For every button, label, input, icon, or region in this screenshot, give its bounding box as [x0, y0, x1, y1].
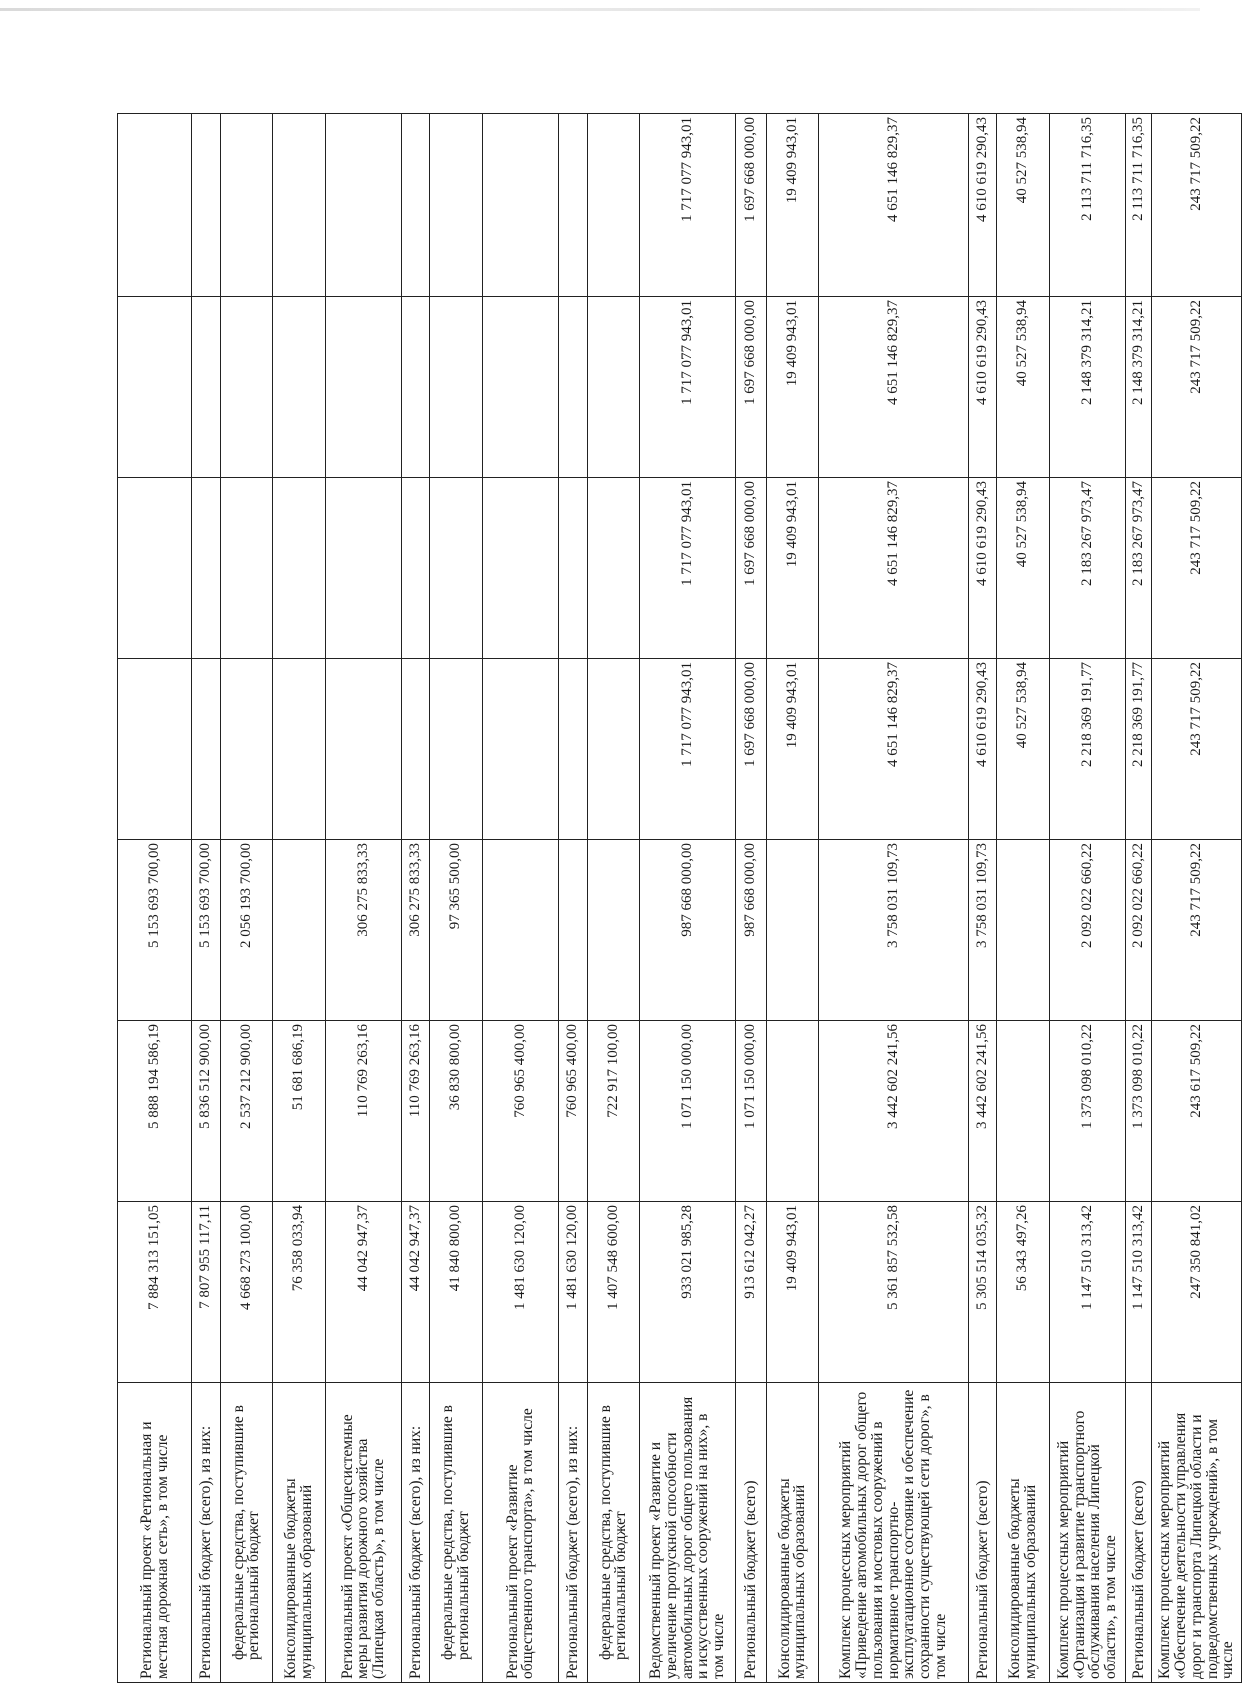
- amount-cell: 19 409 943,01: [766, 297, 818, 478]
- amount-cell: 40 527 538,94: [997, 297, 1049, 478]
- amount-cell: 41 840 800,00: [430, 1202, 482, 1383]
- table-row: [118, 114, 192, 1683]
- amount-cell: 5 836 512 900,00: [192, 1021, 220, 1202]
- table-row: [766, 114, 818, 1683]
- amount-cell: [587, 114, 639, 297]
- amount-cell: [482, 840, 558, 1021]
- amount-cell: 5 153 693 700,00: [192, 840, 220, 1021]
- row-label: Региональный бюджет (всего), из них:: [401, 1383, 429, 1683]
- amount-cell: [587, 659, 639, 840]
- amount-cell: 40 527 538,94: [997, 114, 1049, 297]
- amount-cell: [430, 478, 482, 659]
- table-row: [325, 114, 401, 1683]
- amount-cell: 7 884 313 151,05: [118, 1202, 192, 1383]
- amount-cell: 913 612 042,27: [736, 1202, 767, 1383]
- amount-cell: 2 092 022 660,22: [1049, 840, 1125, 1021]
- amount-cell: 243 717 509,22: [1152, 659, 1242, 840]
- amount-cell: 987 668 000,00: [736, 840, 767, 1021]
- amount-cell: [997, 840, 1049, 1021]
- amount-cell: 1 071 150 000,00: [640, 1021, 736, 1202]
- amount-cell: 2 183 267 973,47: [1049, 478, 1125, 659]
- amount-cell: 2 537 212 900,00: [220, 1021, 272, 1202]
- amount-cell: 1 481 630 120,00: [482, 1202, 558, 1383]
- amount-cell: 4 610 619 290,43: [968, 114, 996, 297]
- amount-cell: 1 147 510 313,42: [1126, 1202, 1152, 1383]
- table-row: [482, 114, 558, 1683]
- row-label: Комплекс процессных мероприятий «Организация и развитие транспортного обслуживания населения Липецкой области», в том числе: [1049, 1383, 1125, 1683]
- amount-cell: 56 343 497,26: [997, 1202, 1049, 1383]
- amount-cell: [482, 478, 558, 659]
- amount-cell: 4 610 619 290,43: [968, 297, 996, 478]
- amount-cell: [401, 114, 429, 297]
- amount-cell: [587, 297, 639, 478]
- amount-cell: [401, 478, 429, 659]
- amount-cell: 4 651 146 829,37: [819, 114, 969, 297]
- amount-cell: 19 409 943,01: [766, 659, 818, 840]
- table-row: [273, 114, 325, 1683]
- amount-cell: [997, 1021, 1049, 1202]
- amount-cell: 2 218 369 191,77: [1126, 659, 1152, 840]
- row-label: Консолидированные бюджеты муниципальных образований: [273, 1383, 325, 1683]
- amount-cell: 51 681 686,19: [273, 1021, 325, 1202]
- amount-cell: 110 769 263,16: [401, 1021, 429, 1202]
- amount-cell: 5 305 514 035,32: [968, 1202, 996, 1383]
- amount-cell: [559, 840, 587, 1021]
- amount-cell: 2 113 711 716,35: [1126, 114, 1152, 297]
- amount-cell: 2 183 267 973,47: [1126, 478, 1152, 659]
- amount-cell: 36 830 800,00: [430, 1021, 482, 1202]
- table-row: [1126, 114, 1152, 1683]
- amount-cell: [273, 659, 325, 840]
- amount-cell: 5 153 693 700,00: [118, 840, 192, 1021]
- row-label: Региональный бюджет (всего): [1126, 1383, 1152, 1683]
- amount-cell: 1 697 668 000,00: [736, 114, 767, 297]
- amount-cell: 4 668 273 100,00: [220, 1202, 272, 1383]
- table-row: [192, 114, 220, 1683]
- amount-cell: 2 148 379 314,21: [1126, 297, 1152, 478]
- amount-cell: 243 717 509,22: [1152, 297, 1242, 478]
- amount-cell: 1 717 077 943,01: [640, 478, 736, 659]
- amount-cell: 110 769 263,16: [325, 1021, 401, 1202]
- table-row: [997, 114, 1049, 1683]
- amount-cell: 760 965 400,00: [559, 1021, 587, 1202]
- amount-cell: 306 275 833,33: [401, 840, 429, 1021]
- amount-cell: [273, 478, 325, 659]
- amount-cell: 1 697 668 000,00: [736, 478, 767, 659]
- table-row: [640, 114, 736, 1683]
- amount-cell: 4 651 146 829,37: [819, 659, 969, 840]
- row-label: Консолидированные бюджеты муниципальных образований: [997, 1383, 1049, 1683]
- amount-cell: 5 361 857 532,58: [819, 1202, 969, 1383]
- row-label: Региональный проект «Развитие общественного транспорта», в том числе: [482, 1383, 558, 1683]
- amount-cell: 76 358 033,94: [273, 1202, 325, 1383]
- amount-cell: 722 917 100,00: [587, 1021, 639, 1202]
- amount-cell: 3 758 031 109,73: [968, 840, 996, 1021]
- amount-cell: [192, 297, 220, 478]
- amount-cell: [482, 114, 558, 297]
- amount-cell: 97 365 500,00: [430, 840, 482, 1021]
- amount-cell: [192, 478, 220, 659]
- amount-cell: [220, 114, 272, 297]
- amount-cell: [273, 840, 325, 1021]
- table-row: [587, 114, 639, 1683]
- table-row: [559, 114, 587, 1683]
- amount-cell: [192, 659, 220, 840]
- amount-cell: 987 668 000,00: [640, 840, 736, 1021]
- table-row: [819, 114, 969, 1683]
- amount-cell: [325, 297, 401, 478]
- amount-cell: [559, 478, 587, 659]
- amount-cell: 19 409 943,01: [766, 114, 818, 297]
- row-label: Региональный бюджет (всего): [968, 1383, 996, 1683]
- amount-cell: 243 717 509,22: [1152, 478, 1242, 659]
- amount-cell: 1 717 077 943,01: [640, 114, 736, 297]
- amount-cell: 1 147 510 313,42: [1049, 1202, 1125, 1383]
- scan-edge: [0, 8, 1200, 11]
- amount-cell: 40 527 538,94: [997, 659, 1049, 840]
- row-label: федеральные средства, поступившие в региональный бюджет: [220, 1383, 272, 1683]
- amount-cell: 760 965 400,00: [482, 1021, 558, 1202]
- table-row: [1049, 114, 1125, 1683]
- amount-cell: 933 021 985,28: [640, 1202, 736, 1383]
- amount-cell: [220, 297, 272, 478]
- amount-cell: 243 717 509,22: [1152, 114, 1242, 297]
- row-label: Региональный бюджет (всего), из них:: [192, 1383, 220, 1683]
- amount-cell: 243 617 509,22: [1152, 1021, 1242, 1202]
- row-label: Ведомственный проект «Развитие и увеличение пропускной способности автомобильных дорог общего пользования и искусственных сооружений на них», в том числе: [640, 1383, 736, 1683]
- amount-cell: 1 481 630 120,00: [559, 1202, 587, 1383]
- amount-cell: 2 218 369 191,77: [1049, 659, 1125, 840]
- row-label: Региональный проект «Общесистемные меры развития дорожного хозяйства (Липецкая область)», в том числе: [325, 1383, 401, 1683]
- row-label: федеральные средства, поступившие в региональный бюджет: [430, 1383, 482, 1683]
- amount-cell: 1 373 098 010,22: [1049, 1021, 1125, 1202]
- amount-cell: [118, 114, 192, 297]
- amount-cell: [430, 297, 482, 478]
- amount-cell: 4 610 619 290,43: [968, 478, 996, 659]
- amount-cell: [401, 297, 429, 478]
- amount-cell: [482, 297, 558, 478]
- amount-cell: 3 758 031 109,73: [819, 840, 969, 1021]
- row-label: Региональный бюджет (всего): [736, 1383, 767, 1683]
- amount-cell: 1 697 668 000,00: [736, 659, 767, 840]
- row-label: Комплекс процессных мероприятий «Приведение автомобильных дорог общего пользования и мостовых сооружений в нормативное транспортно-эксплуатационное состояние и обеспечение сохранности существующей сети дорог», в том числе: [819, 1383, 969, 1683]
- amount-cell: [118, 297, 192, 478]
- table-row: [1152, 114, 1242, 1683]
- amount-cell: [325, 114, 401, 297]
- row-label: Региональный бюджет (всего), из них:: [559, 1383, 587, 1683]
- row-label: Комплекс процессных мероприятий «Обеспечение деятельности управления дорог и транспорта Липецкой области и подведомственных учреждений», в том числе: [1152, 1383, 1242, 1683]
- table-row: [401, 114, 429, 1683]
- amount-cell: 306 275 833,33: [325, 840, 401, 1021]
- amount-cell: [325, 659, 401, 840]
- amount-cell: 1 071 150 000,00: [736, 1021, 767, 1202]
- row-label: Региональный проект «Региональная и местная дорожная сеть», в том числе: [118, 1383, 192, 1683]
- amount-cell: [325, 478, 401, 659]
- amount-cell: [118, 659, 192, 840]
- amount-cell: [766, 1021, 818, 1202]
- amount-cell: [401, 659, 429, 840]
- amount-cell: 44 042 947,37: [401, 1202, 429, 1383]
- table-body: [118, 114, 1242, 1683]
- amount-cell: 247 350 841,02: [1152, 1202, 1242, 1383]
- amount-cell: 2 092 022 660,22: [1126, 840, 1152, 1021]
- amount-cell: [559, 659, 587, 840]
- amount-cell: 4 651 146 829,37: [819, 297, 969, 478]
- row-label: Консолидированные бюджеты муниципальных образований: [766, 1383, 818, 1683]
- amount-cell: 2 113 711 716,35: [1049, 114, 1125, 297]
- row-label: федеральные средства, поступившие в региональный бюджет: [587, 1383, 639, 1683]
- amount-cell: [273, 297, 325, 478]
- amount-cell: 3 442 602 241,56: [819, 1021, 969, 1202]
- amount-cell: 4 651 146 829,37: [819, 478, 969, 659]
- amount-cell: [559, 114, 587, 297]
- table-row: [736, 114, 767, 1683]
- amount-cell: 1 373 098 010,22: [1126, 1021, 1152, 1202]
- amount-cell: 3 442 602 241,56: [968, 1021, 996, 1202]
- amount-cell: [587, 478, 639, 659]
- amount-cell: 243 717 509,22: [1152, 840, 1242, 1021]
- amount-cell: 1 717 077 943,01: [640, 297, 736, 478]
- amount-cell: [220, 659, 272, 840]
- amount-cell: [587, 840, 639, 1021]
- amount-cell: 2 056 193 700,00: [220, 840, 272, 1021]
- rotated-page: [117, 113, 1242, 1683]
- amount-cell: 5 888 194 586,19: [118, 1021, 192, 1202]
- amount-cell: 40 527 538,94: [997, 478, 1049, 659]
- amount-cell: [559, 297, 587, 478]
- table-row: [968, 114, 996, 1683]
- budget-table: [117, 113, 1242, 1683]
- table-row: [220, 114, 272, 1683]
- table-row: [430, 114, 482, 1683]
- amount-cell: 44 042 947,37: [325, 1202, 401, 1383]
- amount-cell: [220, 478, 272, 659]
- amount-cell: 19 409 943,01: [766, 478, 818, 659]
- amount-cell: 7 807 955 117,11: [192, 1202, 220, 1383]
- amount-cell: [118, 478, 192, 659]
- amount-cell: 1 717 077 943,01: [640, 659, 736, 840]
- amount-cell: 4 610 619 290,43: [968, 659, 996, 840]
- amount-cell: 2 148 379 314,21: [1049, 297, 1125, 478]
- amount-cell: [273, 114, 325, 297]
- amount-cell: [482, 659, 558, 840]
- amount-cell: [192, 114, 220, 297]
- amount-cell: 1 697 668 000,00: [736, 297, 767, 478]
- amount-cell: [430, 659, 482, 840]
- amount-cell: [766, 840, 818, 1021]
- amount-cell: [430, 114, 482, 297]
- amount-cell: 19 409 943,01: [766, 1202, 818, 1383]
- amount-cell: 1 407 548 600,00: [587, 1202, 639, 1383]
